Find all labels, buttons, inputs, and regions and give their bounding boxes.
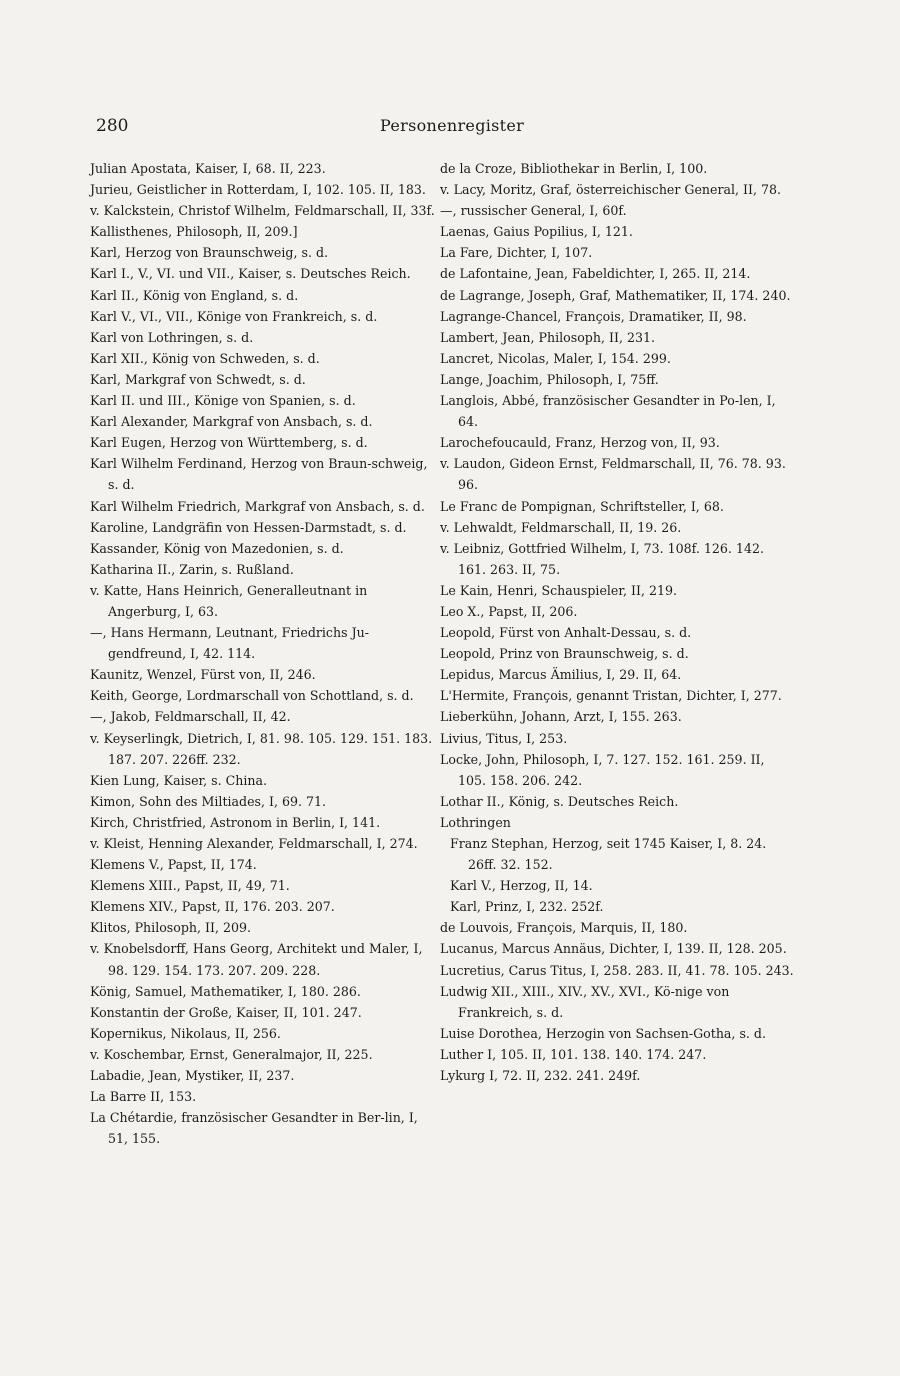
index-entry: Julian Apostata, Kaiser, I, 68. II, 223. bbox=[90, 161, 326, 176]
index-entry: Karl Alexander, Markgraf von Ansbach, s. d. bbox=[90, 414, 373, 430]
index-entry: Klitos, Philosoph, II, 209. bbox=[90, 920, 252, 936]
index-entry: Karl, Herzog von Braunschweig, s. d. bbox=[90, 245, 329, 261]
index-entry: Karl II. und III., Könige von Spanien, s. d. bbox=[90, 393, 356, 409]
running-head: Personenregister bbox=[380, 116, 525, 135]
index-entry: Karl Wilhelm Ferdinand, Herzog von Braun-schweig, s. d. bbox=[90, 456, 428, 493]
index-entry: La Fare, Dichter, I, 107. bbox=[440, 245, 593, 261]
index-entry: Kien Lung, Kaiser, s. China. bbox=[90, 772, 268, 788]
index-entry: Luther I, 105. II, 101. 138. 140. 174. 247. bbox=[440, 1046, 707, 1062]
index-entry: Kirch, Christfried, Astronom in Berlin, I, 141. bbox=[90, 814, 381, 830]
index-column-right bbox=[440, 158, 796, 1086]
index-entry: La Barre II, 153. bbox=[90, 1089, 197, 1105]
index-entry: Lucretius, Carus Titus, I, 258. 283. II, 41. 78. 105. 243. bbox=[440, 962, 794, 978]
index-subentry: Franz Stephan, Herzog, seit 1745 Kaiser, I, 8. 24. 26ff. 32. 152. bbox=[450, 836, 767, 873]
index-entry: Lepidus, Marcus Ämilius, I, 29. II, 64. bbox=[440, 667, 682, 683]
index-entry: v. Kalckstein, Christof Wilhelm, Feldmarschall, II, 33f. bbox=[90, 203, 435, 219]
index-entry: Konstantin der Große, Kaiser, II, 101. 247. bbox=[90, 1004, 362, 1020]
index-entry: de Lagrange, Joseph, Graf, Mathematiker, II, 174. 240. bbox=[440, 287, 791, 303]
index-entry: Le Franc de Pompignan, Schriftsteller, I, 68. bbox=[440, 498, 724, 514]
index-subentry: Karl, Prinz, I, 232. 252f. bbox=[450, 899, 604, 915]
index-entry: Karl II., König von England, s. d. bbox=[90, 287, 299, 303]
index-entry: Leo X., Papst, II, 206. bbox=[440, 603, 578, 619]
index-entry: Kimon, Sohn des Miltiades, I, 69. 71. bbox=[90, 793, 327, 809]
index-entry: La Chétardie, französischer Gesandter in Ber-lin, I, 51, 155. bbox=[90, 1110, 418, 1147]
index-entry: v. Kleist, Henning Alexander, Feldmarschall, I, 274. bbox=[90, 836, 418, 851]
index-entry: Lieberkühn, Johann, Arzt, I, 155. 263. bbox=[440, 709, 682, 725]
index-entry: Karl Wilhelm Friedrich, Markgraf von Ansbach, s. d. bbox=[90, 498, 425, 514]
index-entry: Luise Dorothea, Herzogin von Sachsen-Gotha, s. d. bbox=[440, 1025, 766, 1041]
index-entry: v. Leibniz, Gottfried Wilhelm, I, 73. 108f. 126. 142. 161. 263. II, 75. bbox=[440, 540, 764, 577]
index-entry: Klemens V., Papst, II, 174. bbox=[90, 857, 257, 873]
index-entry: —, Jakob, Feldmarschall, II, 42. bbox=[90, 709, 291, 725]
index-entry: —, Hans Hermann, Leutnant, Friedrichs Ju-gendfreund, I, 42. 114. bbox=[90, 625, 369, 662]
index-entry: de la Croze, Bibliothekar in Berlin, I, 100. bbox=[440, 161, 708, 176]
index-entry: v. Lacy, Moritz, Graf, österreichischer General, II, 78. bbox=[440, 182, 782, 198]
index-entry: Karl, Markgraf von Schwedt, s. d. bbox=[90, 371, 306, 387]
index-entry: Jurieu, Geistlicher in Rotterdam, I, 102. 105. II, 183. bbox=[90, 182, 426, 198]
index-entry: Karoline, Landgräfin von Hessen-Darmstadt, s. d. bbox=[90, 519, 407, 535]
index-entry: Kaunitz, Wenzel, Fürst von, II, 246. bbox=[90, 667, 316, 683]
index-entry: Locke, John, Philosoph, I, 7. 127. 152. 161. 259. II, 105. 158. 206. 242. bbox=[440, 751, 765, 788]
index-entry: Langlois, Abbé, französischer Gesandter in Po-len, I, 64. bbox=[440, 393, 776, 430]
index-entry: Klemens XIII., Papst, II, 49, 71. bbox=[90, 878, 290, 894]
index-entry: de Louvois, François, Marquis, II, 180. bbox=[440, 920, 688, 936]
index-entry: Livius, Titus, I, 253. bbox=[440, 730, 568, 746]
index-entry: v. Lehwaldt, Feldmarschall, II, 19. 26. bbox=[440, 519, 682, 535]
index-entry: Lambert, Jean, Philosoph, II, 231. bbox=[440, 329, 655, 345]
index-entry: Karl V., VI., VII., Könige von Frankreich, s. d. bbox=[90, 308, 378, 324]
index-entry: v. Katte, Hans Heinrich, Generalleutnant in Angerburg, I, 63. bbox=[90, 582, 368, 619]
index-entry: König, Samuel, Mathematiker, I, 180. 286. bbox=[90, 983, 361, 999]
index-entry: Keith, George, Lordmarschall von Schottland, s. d. bbox=[90, 688, 414, 704]
index-entry: Laenas, Gaius Popilius, I, 121. bbox=[440, 224, 633, 240]
index-entry: Lothar II., König, s. Deutsches Reich. bbox=[440, 793, 679, 809]
index-entry: Klemens XIV., Papst, II, 176. 203. 207. bbox=[90, 899, 335, 915]
index-entry: v. Knobelsdorff, Hans Georg, Architekt und Maler, I, 98. 129. 154. 173. 207. 209. 228. bbox=[90, 941, 423, 978]
index-entry: —, russischer General, I, 60f. bbox=[440, 203, 627, 219]
index-entry: Lothringen bbox=[440, 814, 511, 830]
index-entry: v. Laudon, Gideon Ernst, Feldmarschall, II, 76. 78. 93. 96. bbox=[440, 456, 786, 493]
index-entry: Karl I., V., VI. und VII., Kaiser, s. Deutsches Reich. bbox=[90, 266, 411, 282]
index-entry: de Lafontaine, Jean, Fabeldichter, I, 265. II, 214. bbox=[440, 266, 751, 282]
index-entry: v. Keyserlingk, Dietrich, I, 81. 98. 105. 129. 151. 183. 187. 207. 226ff. 232. bbox=[90, 730, 433, 767]
index-entry: Lange, Joachim, Philosoph, I, 75ff. bbox=[440, 371, 659, 387]
index-entry: Katharina II., Zarin, s. Rußland. bbox=[90, 561, 294, 577]
index-entry: Kassander, König von Mazedonien, s. d. bbox=[90, 540, 344, 556]
index-entry: Leopold, Prinz von Braunschweig, s. d. bbox=[440, 646, 689, 662]
index-entry: Leopold, Fürst von Anhalt-Dessau, s. d. bbox=[440, 625, 692, 641]
index-column-left bbox=[90, 158, 440, 1149]
index-entry: Larochefoucauld, Franz, Herzog von, II, 93. bbox=[440, 435, 720, 451]
index-entry: L'Hermite, François, genannt Tristan, Dichter, I, 277. bbox=[440, 688, 782, 704]
index-entry: Le Kain, Henri, Schauspieler, II, 219. bbox=[440, 582, 678, 598]
index-entry: Karl XII., König von Schweden, s. d. bbox=[90, 350, 320, 366]
page-number: 280 bbox=[96, 116, 129, 136]
index-entry: Kallisthenes, Philosoph, II, 209.] bbox=[90, 224, 298, 240]
index-entry: Lucanus, Marcus Annäus, Dichter, I, 139. II, 128. 205. bbox=[440, 941, 787, 957]
index-entry: Lykurg I, 72. II, 232. 241. 249f. bbox=[440, 1068, 641, 1084]
index-entry: Kopernikus, Nikolaus, II, 256. bbox=[90, 1025, 281, 1041]
index-entry: Karl von Lothringen, s. d. bbox=[90, 329, 254, 345]
index-entry: Labadie, Jean, Mystiker, II, 237. bbox=[90, 1068, 295, 1084]
index-subentry: Karl V., Herzog, II, 14. bbox=[450, 878, 593, 894]
index-entry: Ludwig XII., XIII., XIV., XV., XVI., Kö-nige von Frankreich, s. d. bbox=[440, 983, 730, 1020]
index-entry: v. Koschembar, Ernst, Generalmajor, II, 225. bbox=[90, 1046, 373, 1062]
index-entry: Lancret, Nicolas, Maler, I, 154. 299. bbox=[440, 350, 671, 366]
index-entry: Karl Eugen, Herzog von Württemberg, s. d. bbox=[90, 435, 368, 451]
index-entry: Lagrange-Chancel, François, Dramatiker, II, 98. bbox=[440, 308, 747, 324]
